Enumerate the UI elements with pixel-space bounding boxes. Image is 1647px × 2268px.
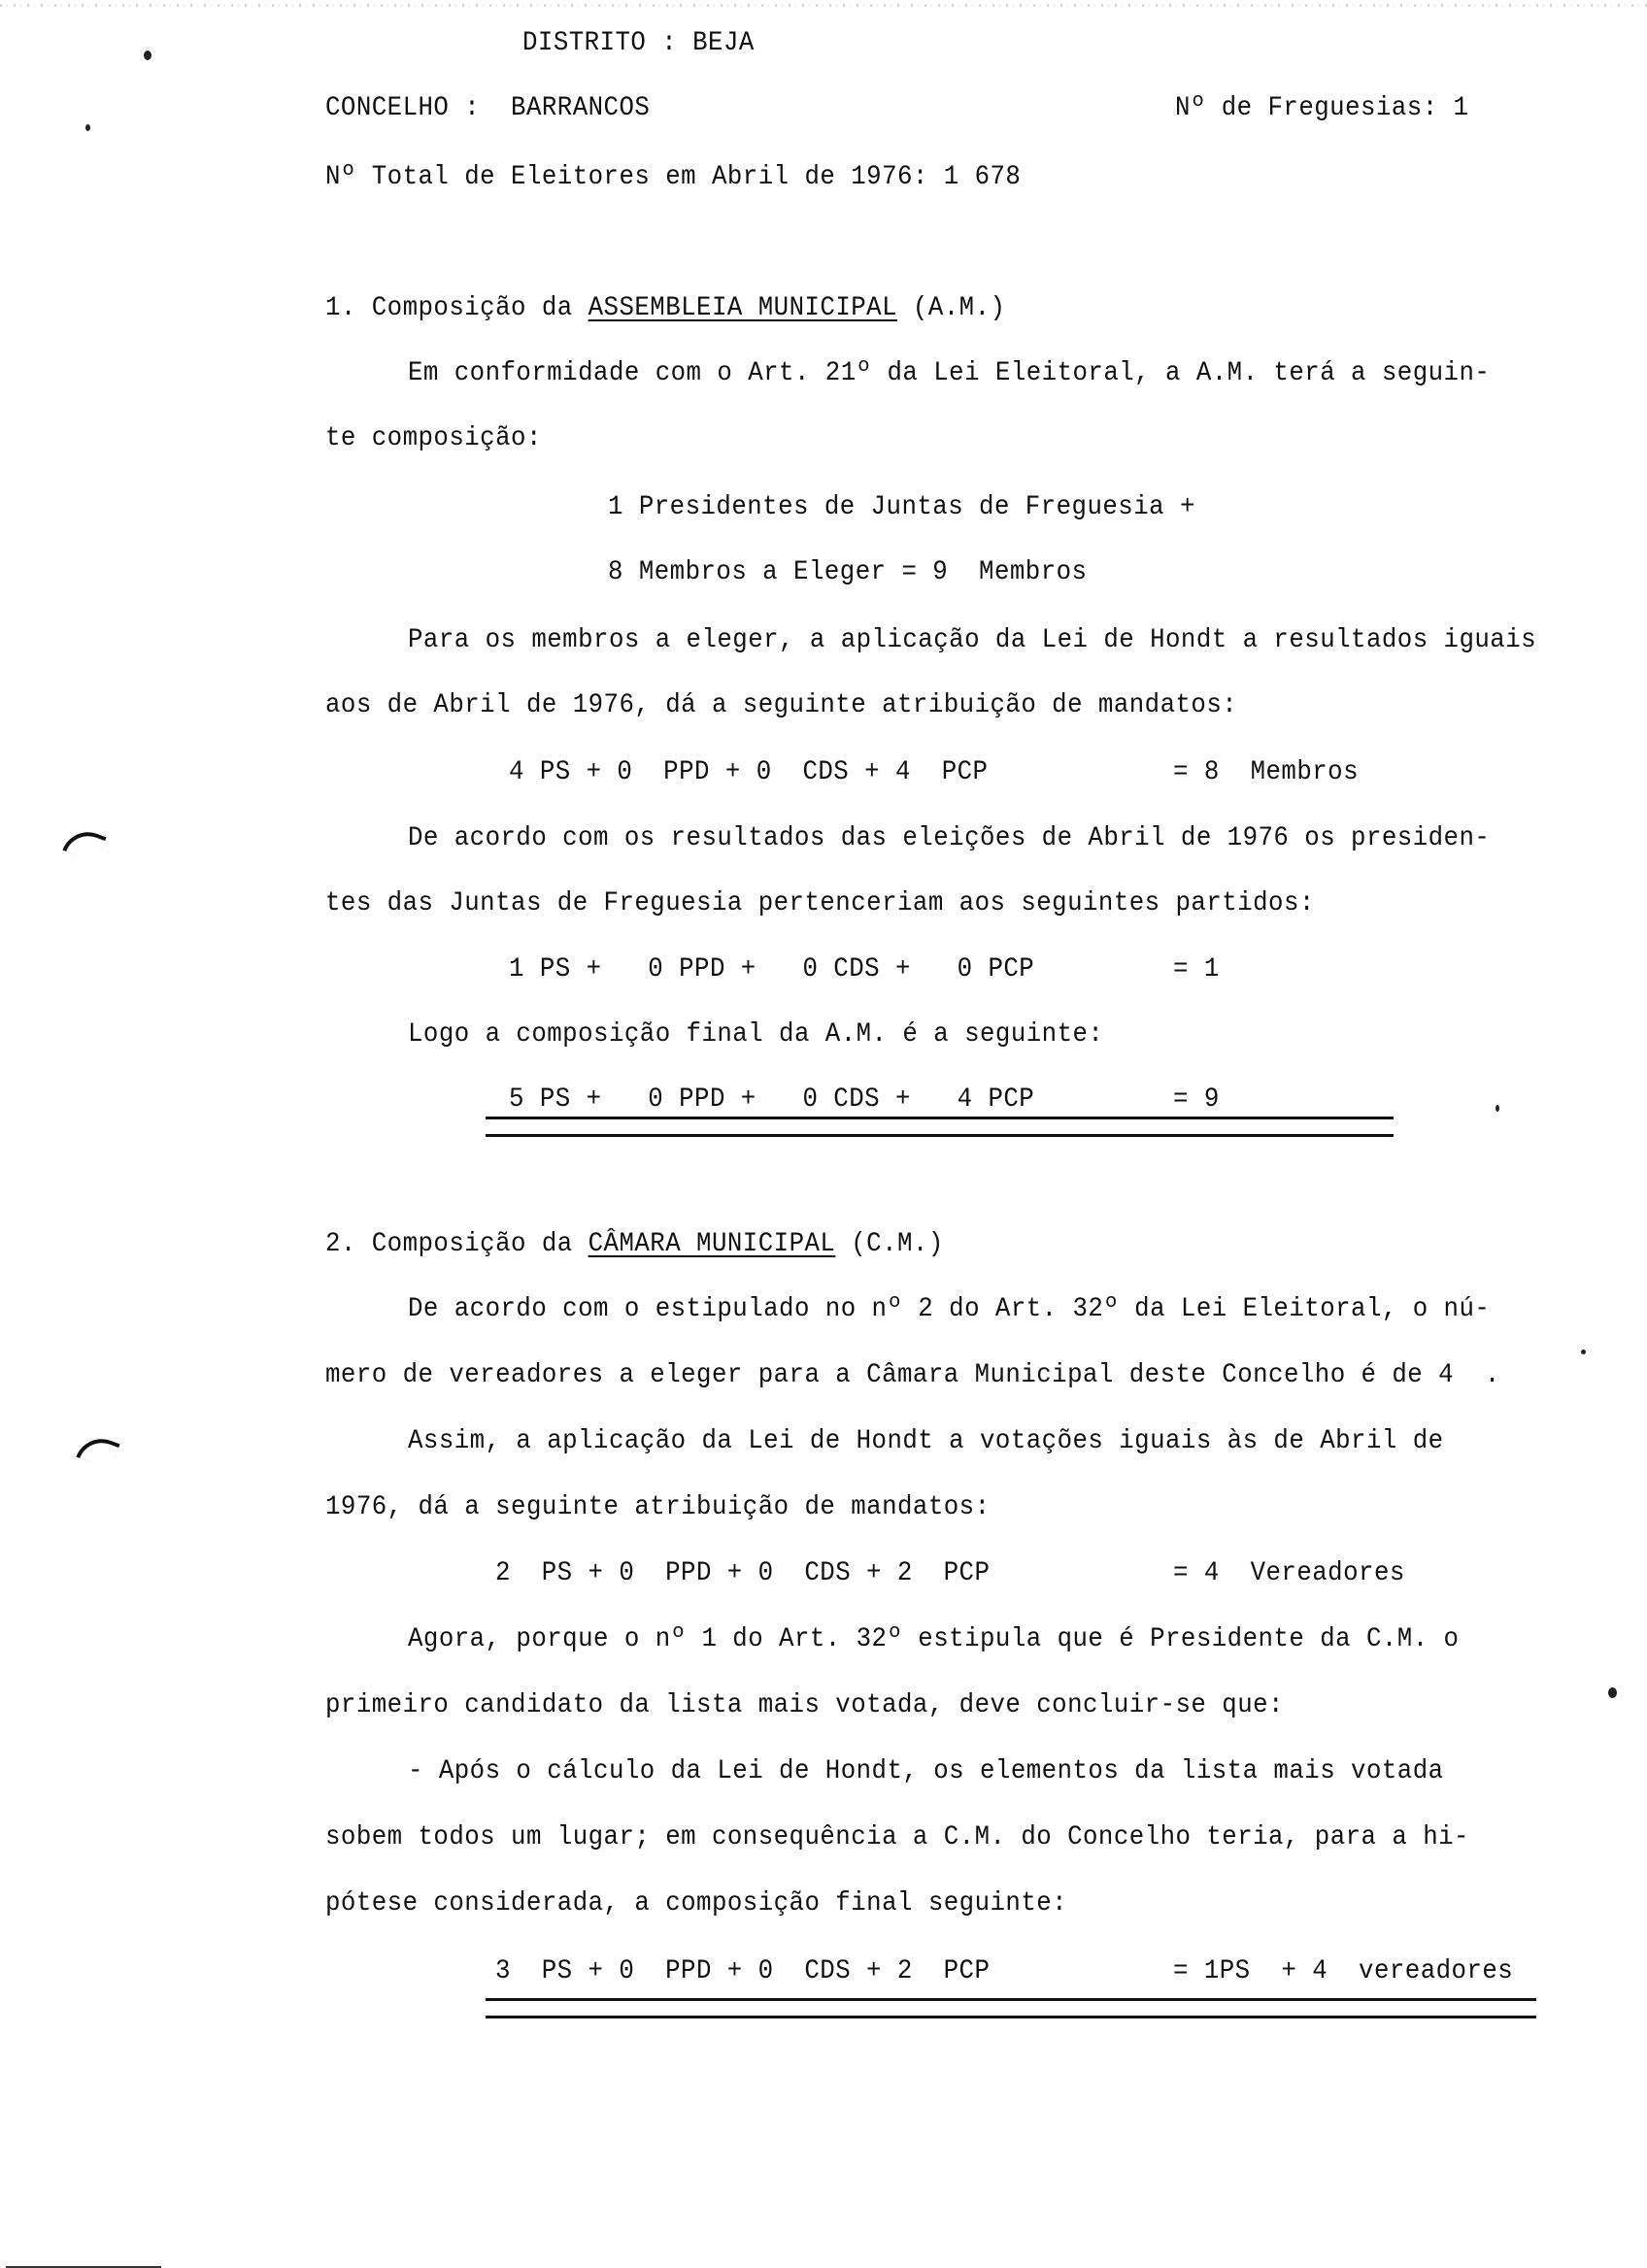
paragraph: Logo a composição final da A.M. é a seguinte:: [408, 1019, 1104, 1050]
composition-line: 8 Membros a Eleger = 9 Membros: [608, 557, 1088, 587]
scan-noise-top: [0, 4, 1647, 7]
freguesias-count: Nº de Freguesias: 1: [1175, 93, 1469, 123]
double-underline-top: [486, 1117, 1394, 1119]
paragraph: Assim, a aplicação da Lei de Hondt a votações iguais às de Abril de: [408, 1426, 1444, 1456]
paragraph: 1976, dá a seguinte atribuição de mandatos:: [325, 1492, 991, 1522]
final-equation-left: 5 PS + 0 PPD + 0 CDS + 4 PCP: [509, 1084, 1035, 1115]
camara-municipal-title: CÂMARA MUNICIPAL: [588, 1229, 836, 1259]
equation-right: = 4 Vereadores: [1173, 1558, 1405, 1588]
scan-speck: [144, 50, 151, 60]
paragraph: aos de Abril de 1976, dá a seguinte atribuição de mandatos:: [325, 690, 1238, 720]
scan-speck: [1496, 1105, 1499, 1112]
concelho-label: CONCELHO : BARRANCOS: [325, 93, 651, 123]
district-label: DISTRITO : BEJA: [522, 28, 755, 58]
equation-left: 1 PS + 0 PPD + 0 CDS + 0 PCP: [509, 954, 1035, 984]
total-voters: Nº Total de Eleitores em Abril de 1976: 1 678: [325, 162, 1022, 192]
paragraph: Para os membros a eleger, a aplicação da Lei de Hondt a resultados iguais: [408, 625, 1537, 655]
paragraph: sobem todos um lugar; em consequência a C.M. do Concelho teria, para a hi-: [325, 1822, 1469, 1852]
paragraph: te composição:: [325, 423, 542, 453]
double-underline-bottom: [486, 2016, 1536, 2018]
composition-line: 1 Presidentes de Juntas de Freguesia +: [608, 492, 1195, 522]
double-underline-bottom: [486, 1134, 1394, 1137]
final-equation-right: = 9: [1173, 1084, 1220, 1115]
paragraph: - Após o cálculo da Lei de Hondt, os elementos da lista mais votada: [408, 1756, 1444, 1786]
paragraph: pótese considerada, a composição final seguinte:: [325, 1888, 1068, 1918]
punch-hole-mark: [62, 824, 106, 862]
paragraph: Agora, porque o nº 1 do Art. 32º estipula que é Presidente da C.M. o: [408, 1624, 1460, 1654]
equation-left: 4 PS + 0 PPD + 0 CDS + 4 PCP: [509, 757, 989, 787]
paragraph: mero de vereadores a eleger para a Câmara Municipal deste Concelho é de 4 .: [325, 1360, 1500, 1390]
scan-speck: [85, 124, 90, 131]
paragraph: primeiro candidato da lista mais votada, deve concluir-se que:: [325, 1690, 1284, 1720]
final-equation-left: 3 PS + 0 PPD + 0 CDS + 2 PCP: [495, 1956, 991, 1986]
section1-heading: 1. Composição da ASSEMBLEIA MUNICIPAL (A.M.): [325, 293, 1006, 323]
paragraph: De acordo com os resultados das eleições de Abril de 1976 os presiden-: [408, 823, 1491, 853]
punch-hole-mark: [76, 1431, 119, 1469]
equation-left: 2 PS + 0 PPD + 0 CDS + 2 PCP: [495, 1558, 991, 1588]
equation-right: = 8 Membros: [1173, 757, 1360, 787]
double-underline-top: [486, 1998, 1536, 2001]
scan-speck: [1581, 1350, 1586, 1354]
assembleia-municipal-title: ASSEMBLEIA MUNICIPAL: [588, 293, 898, 323]
paragraph: De acordo com o estipulado no nº 2 do Art. 32º da Lei Eleitoral, o nú-: [408, 1294, 1491, 1324]
scan-speck: [1608, 1687, 1617, 1698]
paragraph: Em conformidade com o Art. 21º da Lei Eleitoral, a A.M. terá a seguin-: [408, 358, 1491, 388]
section2-heading: 2. Composição da CÂMARA MUNICIPAL (C.M.): [325, 1229, 944, 1259]
paragraph: tes das Juntas de Freguesia pertenceriam aos seguintes partidos:: [325, 888, 1315, 918]
final-equation-right: = 1PS + 4 vereadores: [1173, 1956, 1514, 1986]
equation-right: = 1: [1173, 954, 1220, 984]
